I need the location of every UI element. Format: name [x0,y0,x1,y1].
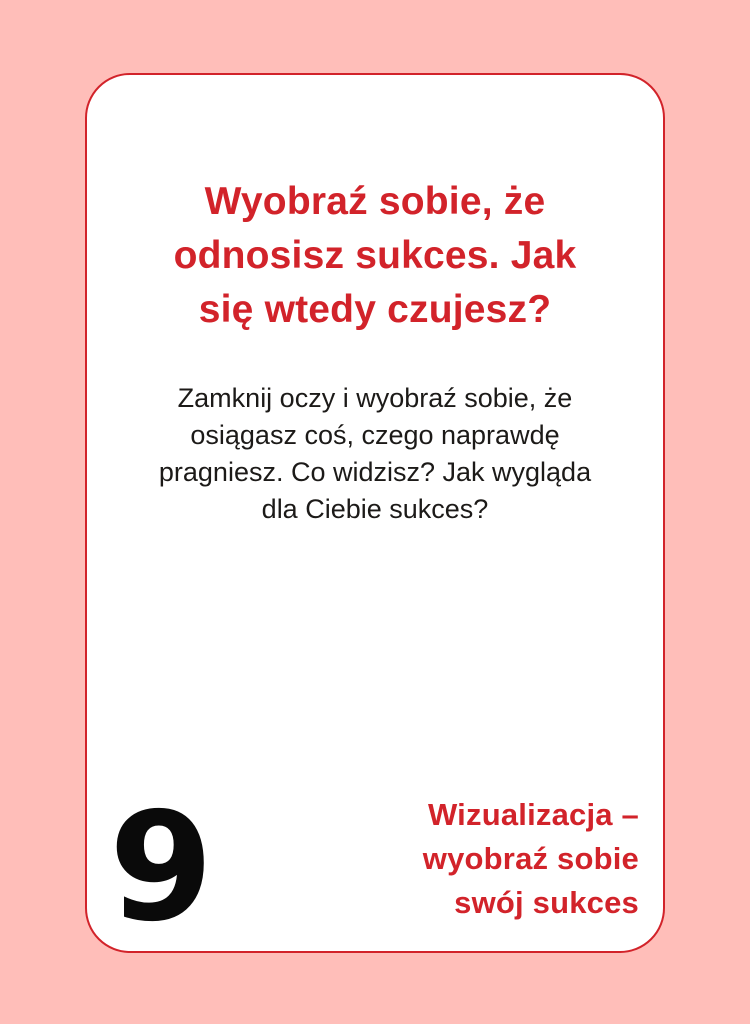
card-body-line-1: Zamknij oczy i wyobraź sobie, że [177,383,573,413]
card-number: 9 [109,781,212,955]
card-body-line-2: osiągasz coś, czego naprawdę [190,420,560,450]
flash-card [85,73,665,953]
card-title [87,175,663,337]
card-body-line-4: dla Ciebie sukces? [261,494,489,524]
card-title-line-3: się wtedy czujesz? [198,288,552,331]
card-body-text [87,380,663,528]
card-title-line-1: Wyobraź sobie, że [204,180,546,223]
card-body-line-3: pragniesz. Co widzisz? Jak wygląda [158,457,592,487]
card-title-line-2: odnosisz sukces. Jak [173,234,577,277]
card-footer-title [423,793,639,925]
card-footer-line-3: swój sukces [454,885,639,920]
card-footer-line-2: wyobraź sobie [422,841,639,876]
card-footer-line-1: Wizualizacja – [428,797,639,832]
